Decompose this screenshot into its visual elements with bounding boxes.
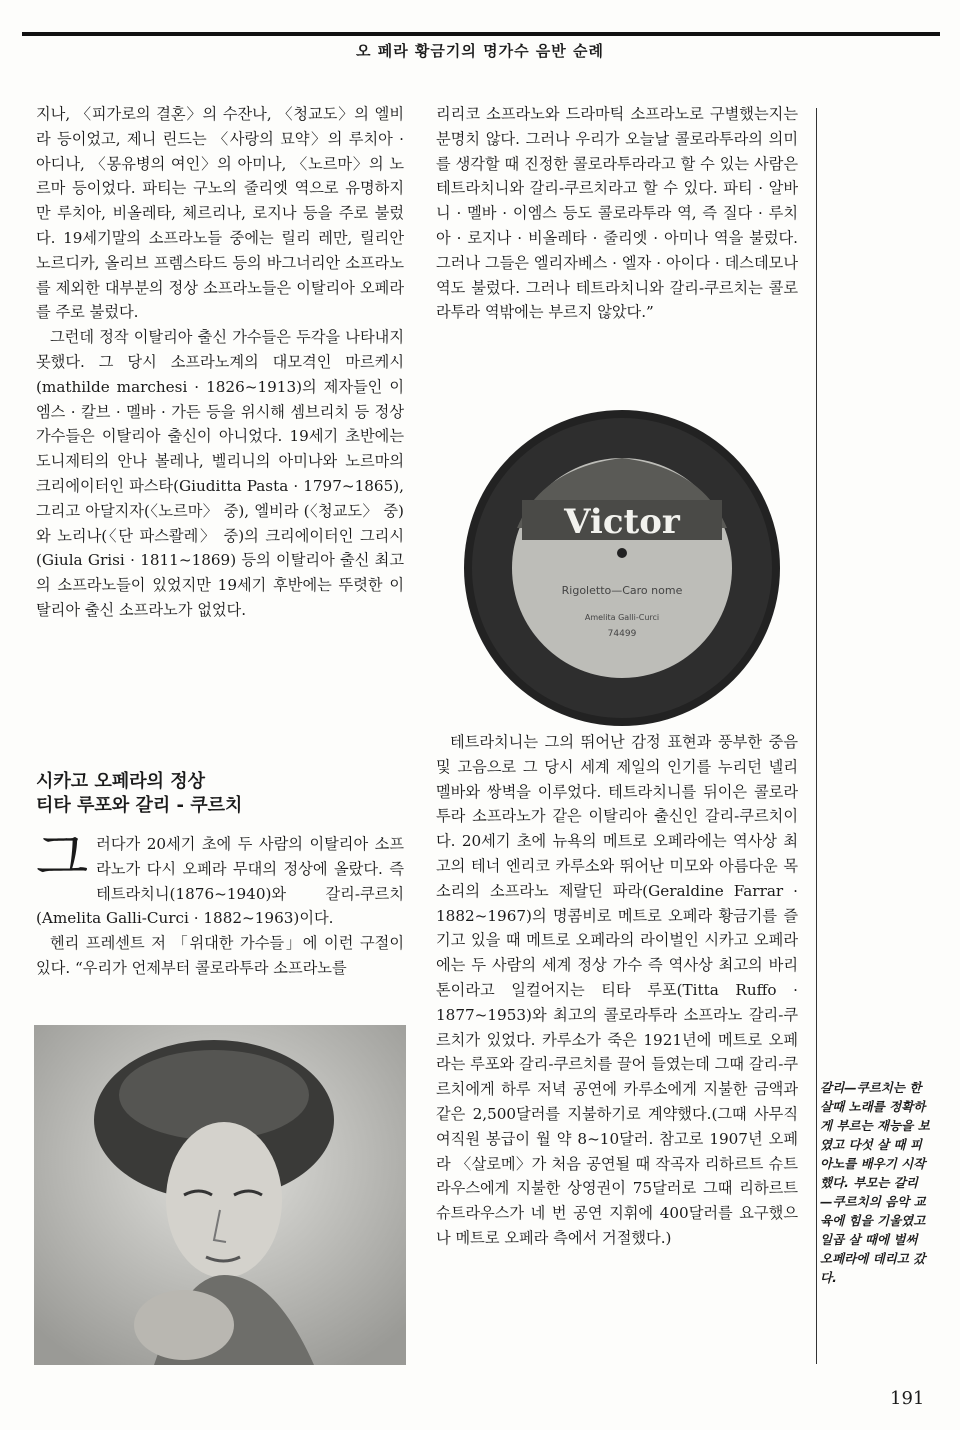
section-paragraph-2: 헨리 프레센트 저 「위대한 가수들」에 이런 구절이 있다. “우리가 언제부터 콜로라투라 소프라노를 <box>36 934 404 977</box>
left-paragraph-2: 그런데 정작 이탈리아 출신 가수들은 두각을 나타내지 못했다. 그 당시 소프라노계의 대모격인 마르케시(mathilde marchesi · 1826~1913)의 제자들인 이엠스 · 칼브 · 멜바 · 가든 등을 위시해 셈브리치 등 정상 가수들은 이탈리아 출신이 아니었다. 19세기 초반에는 도니제티의 안나 볼레나, 벨리니의 아미나와 노르마의 크리에이터인 파스타(Giuditta Pasta · 1797~1865), 그리고 아달지자(〈노르마〉 중), 엘비라 (〈청교도〉 중)와 노리나(〈단 파스콸레〉 중)의 크리에이터인 그리시(Giula Grisi · 1811~1869) 등의 이탈리아 출신 최고의 소프라노들이 있었지만 19세기 후반에는 뚜렷한 이탈리아 출신 소프라노가 없었다. <box>36 328 404 619</box>
record-brand: Victor <box>564 502 680 542</box>
portrait-illustration <box>34 1025 406 1365</box>
running-header: 오 페라 황금기의 명가수 음반 순례 <box>356 42 604 60</box>
section-heading-line-1: 시카고 오페라의 정상 <box>36 771 206 792</box>
photo-caption: 갈리—쿠르치는 한 살때 노래를 정확하게 부르는 재능을 보였고 다섯 살 때 피아노를 배우기 시작했다. 부모는 갈리—쿠르치의 음악 교육에 힘을 기울였고 일곱 살 때에 벌써 오페라에 데리고 갔다. <box>820 1080 930 1285</box>
portrait-photo <box>34 1025 406 1365</box>
right-paragraph-2: 테트라치니는 그의 뛰어난 감정 표현과 풍부한 중음 및 고음으로 그 당시 세계 제일의 인기를 누리던 넬리 멜바와 쌍벽을 이루었다. 테트라치니를 뒤이은 콜로라투라 소프라노가 같은 이탈리아 출신인 갈리-쿠르치이다. 20세기 초에 뉴욕의 메트로 오페라에는 역사상 최고의 테너 엔리코 카루소와 뛰어난 미모와 아름다운 목소리의 소프라노 제랄딘 파라(Geraldine Farrar · 1882~1967)의 명콤비로 메트로 오페라 황금기를 즐기고 있을 때 메트로 오페라의 라이벌인 시카고 오페라에는 두 사람의 세계 정상 가수 즉 역사상 최고의 바리톤이라고 일컬어지는 티타 루포(Titta Ruffo · 1877~1953)와 최고의 콜로라투라 소프라노 갈리-쿠르치가 있었다. 카루소가 죽은 1921년에 메트로 오페라는 루포와 갈리-쿠르치를 끌어 들였는데 그때 갈리-쿠르치에게 하루 저녁 공연에 카루소에게 지불한 금액과 같은 2,500달러를 지불하기로 계약했다.(그때 사무직 여직원 봉급이 월 약 8~10달러. 참고로 1907년 오페라 〈살로메〉가 처음 공연될 때 작곡자 리하르트 슈트라우스에게 지불한 상영권이 75달러로 그때 리하르트 슈트라우스가 네 번 공연 지휘에 400달러를 요구했으나 메트로 오페라 측에서 거절했다.) <box>436 733 798 1247</box>
record-spindle-hole <box>617 548 627 558</box>
record-number: 74499 <box>607 629 637 639</box>
record-artist: Amelita Galli-Curci <box>584 613 660 622</box>
victor-record-image <box>462 408 782 728</box>
right-column-bottom <box>436 730 798 1251</box>
page-number: 191 <box>890 1388 925 1409</box>
section-body <box>36 826 404 981</box>
drop-cap: 그 <box>36 826 89 889</box>
header-rule <box>22 32 940 36</box>
record-illustration <box>462 408 782 728</box>
left-column <box>36 102 404 623</box>
section-paragraph-1: 러다가 20세기 초에 두 사람의 이탈리아 소프라노가 다시 오페라 무대의 정상에 올랐다. 즉 테트라치니(1876~1940)와 갈리-쿠르치(Amelita Galli-Curci · 1882~1963)이다. <box>36 835 404 928</box>
left-paragraph-1: 지나, 〈피가로의 결혼〉의 수잔나, 〈청교도〉의 엘비라 등이었고, 제니 린드는 〈사랑의 묘약〉의 루치아 · 아디나, 〈몽유병의 여인〉의 아미나, 〈노르마〉의 노르마 등이었다. 파티는 구노의 줄리엣 역으로 유명하지만 루치아, 비올레타, 체르리나, 로지나 등을 주로 불렀다. 19세기말의 소프라노들 중에는 릴리 레만, 릴리안 노르디카, 올리브 프렘스타드 등의 바그너리안 소프라노를 제외한 대부분의 정상 소프라노들은 이탈리아 오페라를 주로 불렀다. <box>36 105 404 322</box>
record-title: Rigoletto—Caro nome <box>561 584 683 597</box>
right-column-top <box>436 102 798 325</box>
section-heading-line-2: 티타 루포와 갈리 - 쿠르치 <box>36 795 243 816</box>
section-heading <box>36 770 404 818</box>
right-paragraph-1: 리리코 소프라노와 드라마틱 소프라노로 구별했는지는 분명치 않다. 그러나 우리가 오늘날 콜로라투라의 의미를 생각할 때 진정한 콜로라투라라고 할 수 있는 사람은 테트라치니와 갈리-쿠르치라고 할 수 있다. 파티 · 알바니 · 멜바 · 이엠스 등도 콜로라투라 역, 즉 질다 · 루치아 · 로지나 · 비올레타 · 줄리엣 · 아미나 역을 불렀다. 그러나 그들은 엘리자베스 · 엘자 · 아이다 · 데스데모나 역도 불렀다. 그러나 테트라치니와 갈리-쿠르치는 콜로라투라 역밖에는 부르지 않았다.” <box>436 105 798 322</box>
caption-rule <box>816 108 817 1364</box>
